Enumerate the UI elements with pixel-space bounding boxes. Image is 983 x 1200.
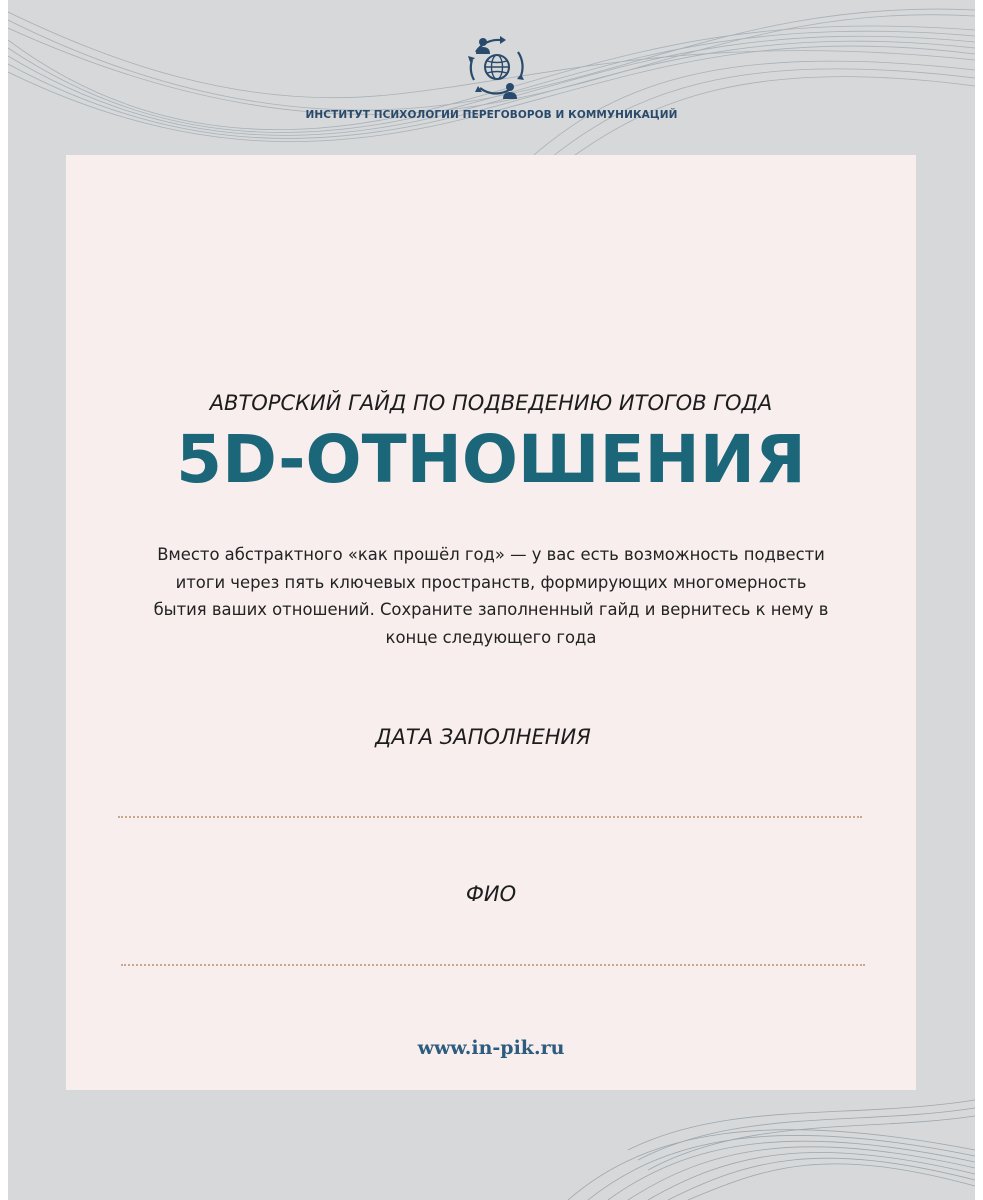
guide-subtitle: АВТОРСКИЙ ГАЙД ПО ПОДВЕДЕНИЮ ИТОГОВ ГОДА — [209, 391, 773, 415]
description-line: Вместо абстрактного «как прошёл год» — у вас есть возможность подвести — [157, 545, 825, 564]
name-field-label: ФИО — [465, 882, 517, 906]
description-line: итоги через пять ключевых пространств, формирующих многомерность — [175, 572, 807, 592]
date-fill-line[interactable] — [118, 816, 862, 818]
description-line: конце следующего года — [385, 627, 597, 647]
name-fill-line[interactable] — [121, 964, 865, 966]
institute-name: ИНСТИТУТ ПСИХОЛОГИИ ПЕРЕГОВОРОВ И КОММУНИКАЦИЙ — [305, 109, 678, 121]
guide-description — [121, 541, 861, 651]
website-link[interactable]: www.in-pik.ru — [417, 1037, 565, 1059]
wave-decoration-bottom — [8, 1090, 975, 1200]
globe-people-logo-icon — [466, 30, 528, 100]
date-field-label: ДАТА ЗАПОЛНЕНИЯ — [375, 725, 591, 749]
guide-card — [66, 155, 916, 1090]
guide-title: 5D-ОТНОШЕНИЯ — [176, 421, 806, 498]
description-line: бытия ваших отношений. Сохраните заполненный гайд и вернитесь к нему в — [153, 600, 829, 619]
